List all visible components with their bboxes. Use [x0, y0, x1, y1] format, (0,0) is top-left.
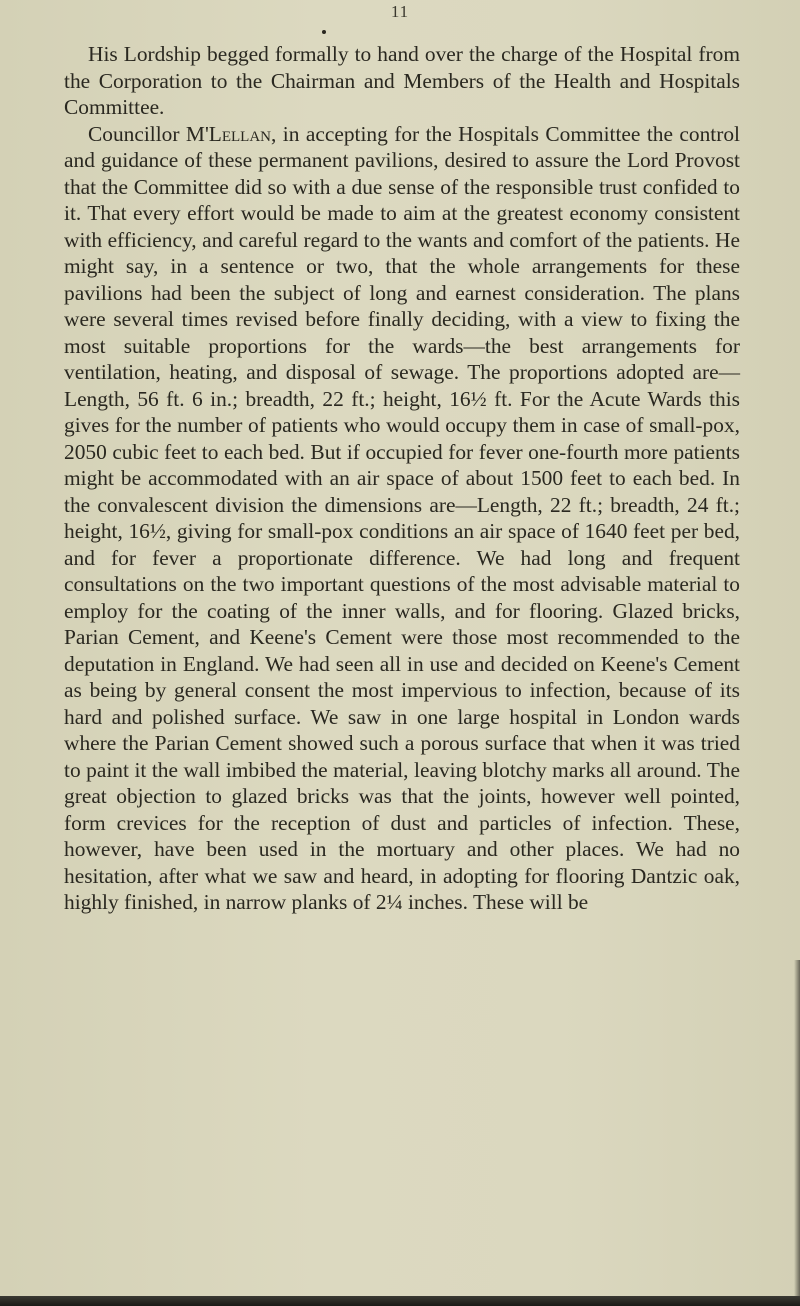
body-text [64, 41, 740, 916]
page-edge-shadow [794, 960, 800, 1306]
printer-mark [322, 30, 326, 34]
paragraph-2-lead: Councillor [88, 121, 186, 146]
paragraph-2 [64, 121, 740, 916]
page-number: 11 [390, 2, 410, 21]
paragraph-1: His Lordship begged formally to hand over the charge of the Hospital from the Corporation to the Chairman and Members of the Health and Hospitals Committee. [64, 42, 740, 119]
paragraph-2-body: , in accepting for the Hospitals Committee the control and guidance of these permanent pavilions, desired to assure the Lord Provost that the Committee did so with a due sense of the responsible trust confided to it. That every effort would be made to aim at the greatest economy consistent with efficiency, and careful regard to the wants and comfort of the patients. He might say, in a sentence or two, that the whole arrangements for these pavilions had been the subject of long and earnest consideration. The plans were several times revised before finally deciding, with a view to fixing the most suitable proportions for the wards—the best arrangements for ventilation, heating, and disposal of sewage. The proportions adopted are—Length, 56 ft. 6 in.; breadth, 22 ft.; height, 16½ ft. For the Acute Wards this gives for the number of patients who would occupy them in case of small-pox, 2050 cubic feet to each bed. But if occupied for fever one-fourth more patients might be accommodated with an air space of about 1500 feet to each bed. In the convalescent division the dimensions are—Length, 22 ft.; breadth, 24 ft.; height, 16½, giving for small-pox conditions an air space of 1640 feet per bed, and for fever a proportionate difference. We had long and frequent consultations on the two important questions of the most advisable material to employ for the coating of the inner walls, and for flooring. Glazed bricks, Parian Cement, and Keene's Cement were those most recommended to the deputation in England. We had seen all in use and decided on Keene's Cement as being by general consent the most impervious to infection, because of its hard and polished surface. We saw in one large hospital in London wards where the Parian Cement showed such a porous surface that when it was tried to paint it the wall imbibed the material, leaving blotchy marks all around. The great objection to glazed bricks was that the joints, however well pointed, form crevices for the reception of dust and particles of infection. These, however, have been used in the mortuary and other places. We had no hesitation, after what we saw and heard, in adopting for flooring Dantzic oak, highly finished, in narrow planks of 2¼ inches. These will be [64, 121, 740, 914]
scan-bottom-edge [0, 1296, 800, 1306]
councillor-name: M'Lellan [185, 121, 272, 146]
